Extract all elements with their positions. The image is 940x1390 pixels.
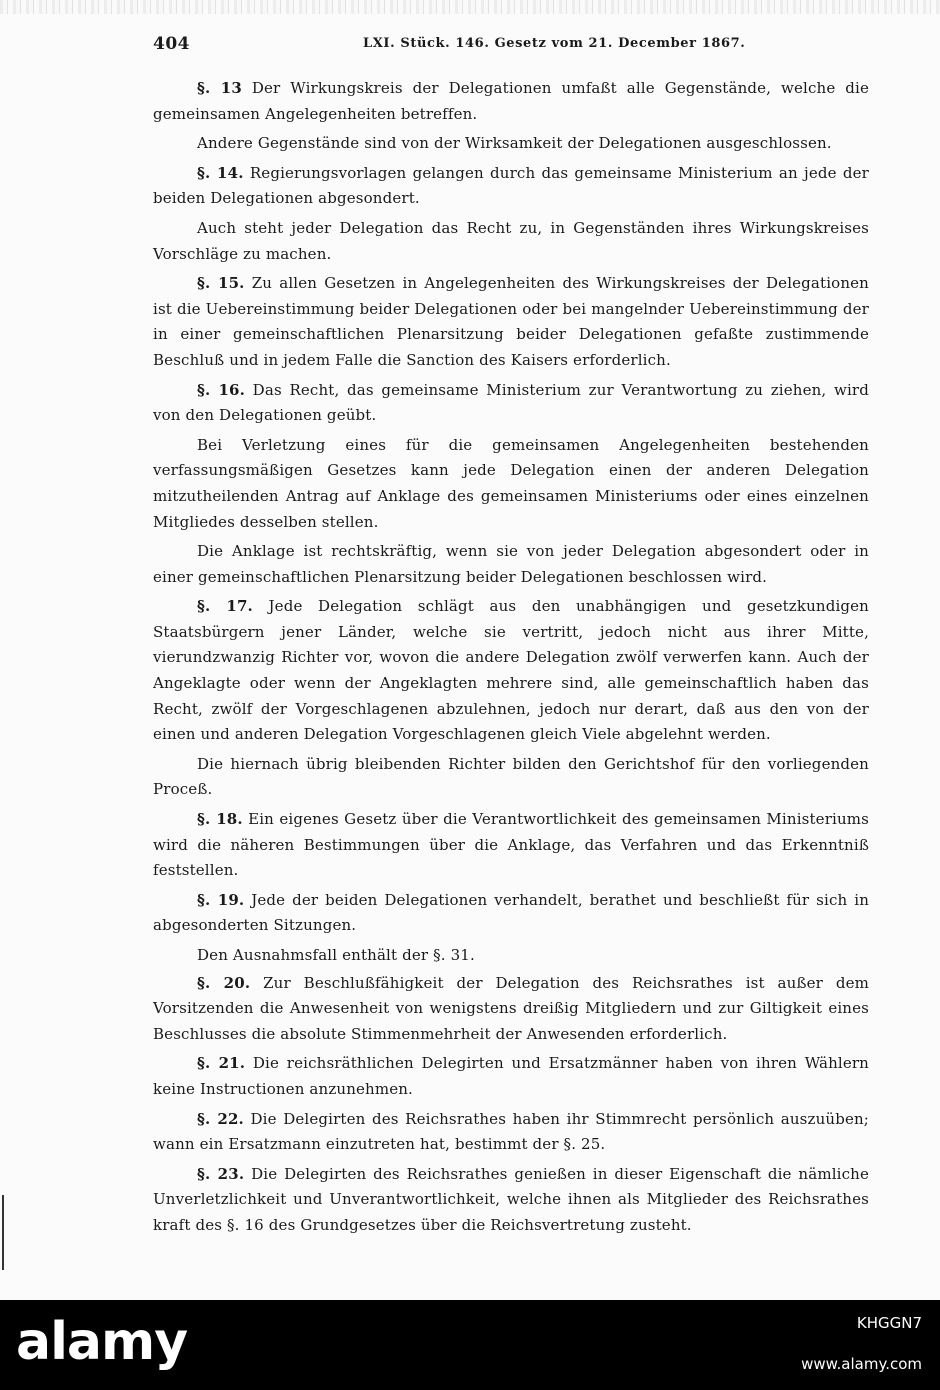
scan-edge bbox=[0, 0, 940, 14]
paragraph bbox=[153, 1107, 869, 1158]
paragraph bbox=[153, 752, 869, 803]
section-number: §. 16. bbox=[197, 380, 246, 399]
paragraph-text: Zur Beschlußfähigkeit der Delegation des Reichsrathes ist außer dem Vorsitzenden die Anwesenheit von wenigstens dreißig Mitgliedern und zur Giltigkeit eines Beschlusses die absolute Stimmenmehrheit der Anwesenden erforderlich. bbox=[153, 973, 869, 1043]
alamy-logo: alamy bbox=[16, 1312, 188, 1372]
page-number: 404 bbox=[153, 34, 190, 54]
paragraph-text: Die reichsräthlichen Delegirten und Ersatzmänner haben von ihren Wählern keine Instructionen anzunehmen. bbox=[153, 1054, 869, 1098]
paragraph-text: Den Ausnahmsfall enthält der §. 31. bbox=[197, 946, 475, 964]
paragraph-text: Bei Verletzung eines für die gemeinsamen Angelegenheiten bestehenden verfassungsmäßigen Gesetzes kann jede Delegation einen der anderen Delegation mitzutheilenden Antrag auf Anklage des gemeinsamen Ministeriums oder eines einzelnen Mitgliedes desselben stellen. bbox=[153, 435, 869, 531]
section-number: §. 23. bbox=[197, 1164, 245, 1183]
paragraph-text: Das Recht, das gemeinsame Ministerium zur Verantwortung zu ziehen, wird von den Delegationen geübt. bbox=[153, 380, 869, 425]
paragraph-text: Ein eigenes Gesetz über die Verantwortlichkeit des gemeinsamen Ministeriums wird die näheren Bestimmungen über die Anklage, das Verfahren und das Erkenntniß feststellen. bbox=[153, 810, 869, 880]
paragraph bbox=[153, 807, 869, 884]
section-number: §. 22. bbox=[197, 1109, 244, 1128]
scan-margin-mark bbox=[2, 1195, 4, 1270]
paragraph bbox=[153, 433, 869, 535]
paragraph-text: Jede der beiden Delegationen verhandelt, berathet und beschließt für sich in abgesonderten Sitzungen. bbox=[153, 890, 869, 935]
paragraph-text: Jede Delegation schlägt aus den unabhängigen und gesetzkundigen Staatsbürgern jener Länder, welche sie vertritt, jedoch nicht aus ihrer Mitte, vierundzwanzig Richter vor, wovon die andere Delegation zwölf verwerfen kann. Auch der Angeklagte oder wenn der Angeklagten mehrere sind, alle gemeinschaftlich haben das Recht, zwölf der Vorgeschlagenen abzulehnen, jedoch nur derart, daß aus den von der einen und anderen Delegation Vorgeschlagenen gleich Viele abgelehnt werden. bbox=[153, 597, 869, 744]
paragraph bbox=[153, 943, 869, 969]
paragraph-text: Die Anklage ist rechtskräftig, wenn sie von jeder Delegation abgesondert oder in einer gemeinschaftlichen Plenarsitzung beider Delegationen beschlossen wird. bbox=[153, 542, 869, 586]
paragraph-text: Die Delegirten des Reichsrathes haben ihr Stimmrecht persönlich auszuüben; wann ein Ersatzmann einzutreten hat, bestimmt der §. 25. bbox=[153, 1109, 870, 1154]
paragraph bbox=[153, 378, 869, 429]
section-number: §. 21. bbox=[197, 1054, 246, 1073]
section-number: §. 17. bbox=[197, 597, 253, 616]
section-number: §. 15. bbox=[197, 274, 245, 293]
section-number: §. 14. bbox=[197, 163, 244, 182]
section-number: §. 13 bbox=[197, 79, 242, 97]
paragraph-text: Zu allen Gesetzen in Angelegenheiten des Wirkungskreises der Delegationen ist die Uebereinstimmung beider Delegationen oder bei mangelnder Uebereinstimmung der in einer gemeinschaftlichen Plenarsitzung beider Delegationen gefaßte zustimmende Beschluß und in jedem Falle die Sanction des Kaisers erforderlich. bbox=[153, 274, 869, 369]
image-id: KHGGN7 bbox=[856, 1314, 922, 1332]
paragraph-text: Auch steht jeder Delegation das Recht zu, in Gegenständen ihres Wirkungskreises Vorschläge zu machen. bbox=[153, 218, 869, 263]
paragraph bbox=[153, 216, 869, 267]
paragraph-text: Die Delegirten des Reichsrathes genießen in dieser Eigenschaft die nämliche Unverletzlichkeit und Unverantwortlichkeit, welche ihnen als Mitglieder des Reichsrathes kraft des §. 16 des Grundgesetzes über die Reichsvertretung zusteht. bbox=[153, 1164, 869, 1234]
running-head: LXI. Stück. 146. Gesetz vom 21. December 1867. bbox=[363, 36, 746, 51]
paragraph bbox=[153, 539, 869, 590]
paragraph bbox=[153, 161, 869, 212]
watermark-url: www.alamy.com bbox=[801, 1355, 922, 1373]
paragraph bbox=[153, 131, 869, 157]
paragraph-text: Die hiernach übrig bleibenden Richter bilden den Gerichtshof für den vorliegenden Proceß. bbox=[153, 754, 869, 799]
paragraph-text: Andere Gegenstände sind von der Wirksamkeit der Delegationen ausgeschlossen. bbox=[197, 134, 832, 153]
paragraph bbox=[153, 1162, 869, 1239]
body-text bbox=[153, 76, 869, 1243]
paragraph bbox=[153, 271, 869, 373]
paragraph-text: Der Wirkungskreis der Delegationen umfaßt alle Gegenstände, welche die gemeinsamen Angelegenheiten betreffen. bbox=[153, 79, 869, 123]
paragraph bbox=[153, 594, 869, 748]
paragraph-text: Regierungsvorlagen gelangen durch das gemeinsame Ministerium an jede der beiden Delegationen abgesondert. bbox=[153, 163, 869, 208]
paragraph bbox=[153, 971, 869, 1048]
paragraph bbox=[153, 888, 869, 939]
paragraph bbox=[153, 1051, 869, 1102]
section-number: §. 20. bbox=[197, 973, 251, 992]
section-number: §. 18. bbox=[197, 810, 243, 829]
section-number: §. 19. bbox=[197, 890, 245, 909]
page-header bbox=[153, 34, 869, 56]
paragraph bbox=[153, 76, 869, 127]
